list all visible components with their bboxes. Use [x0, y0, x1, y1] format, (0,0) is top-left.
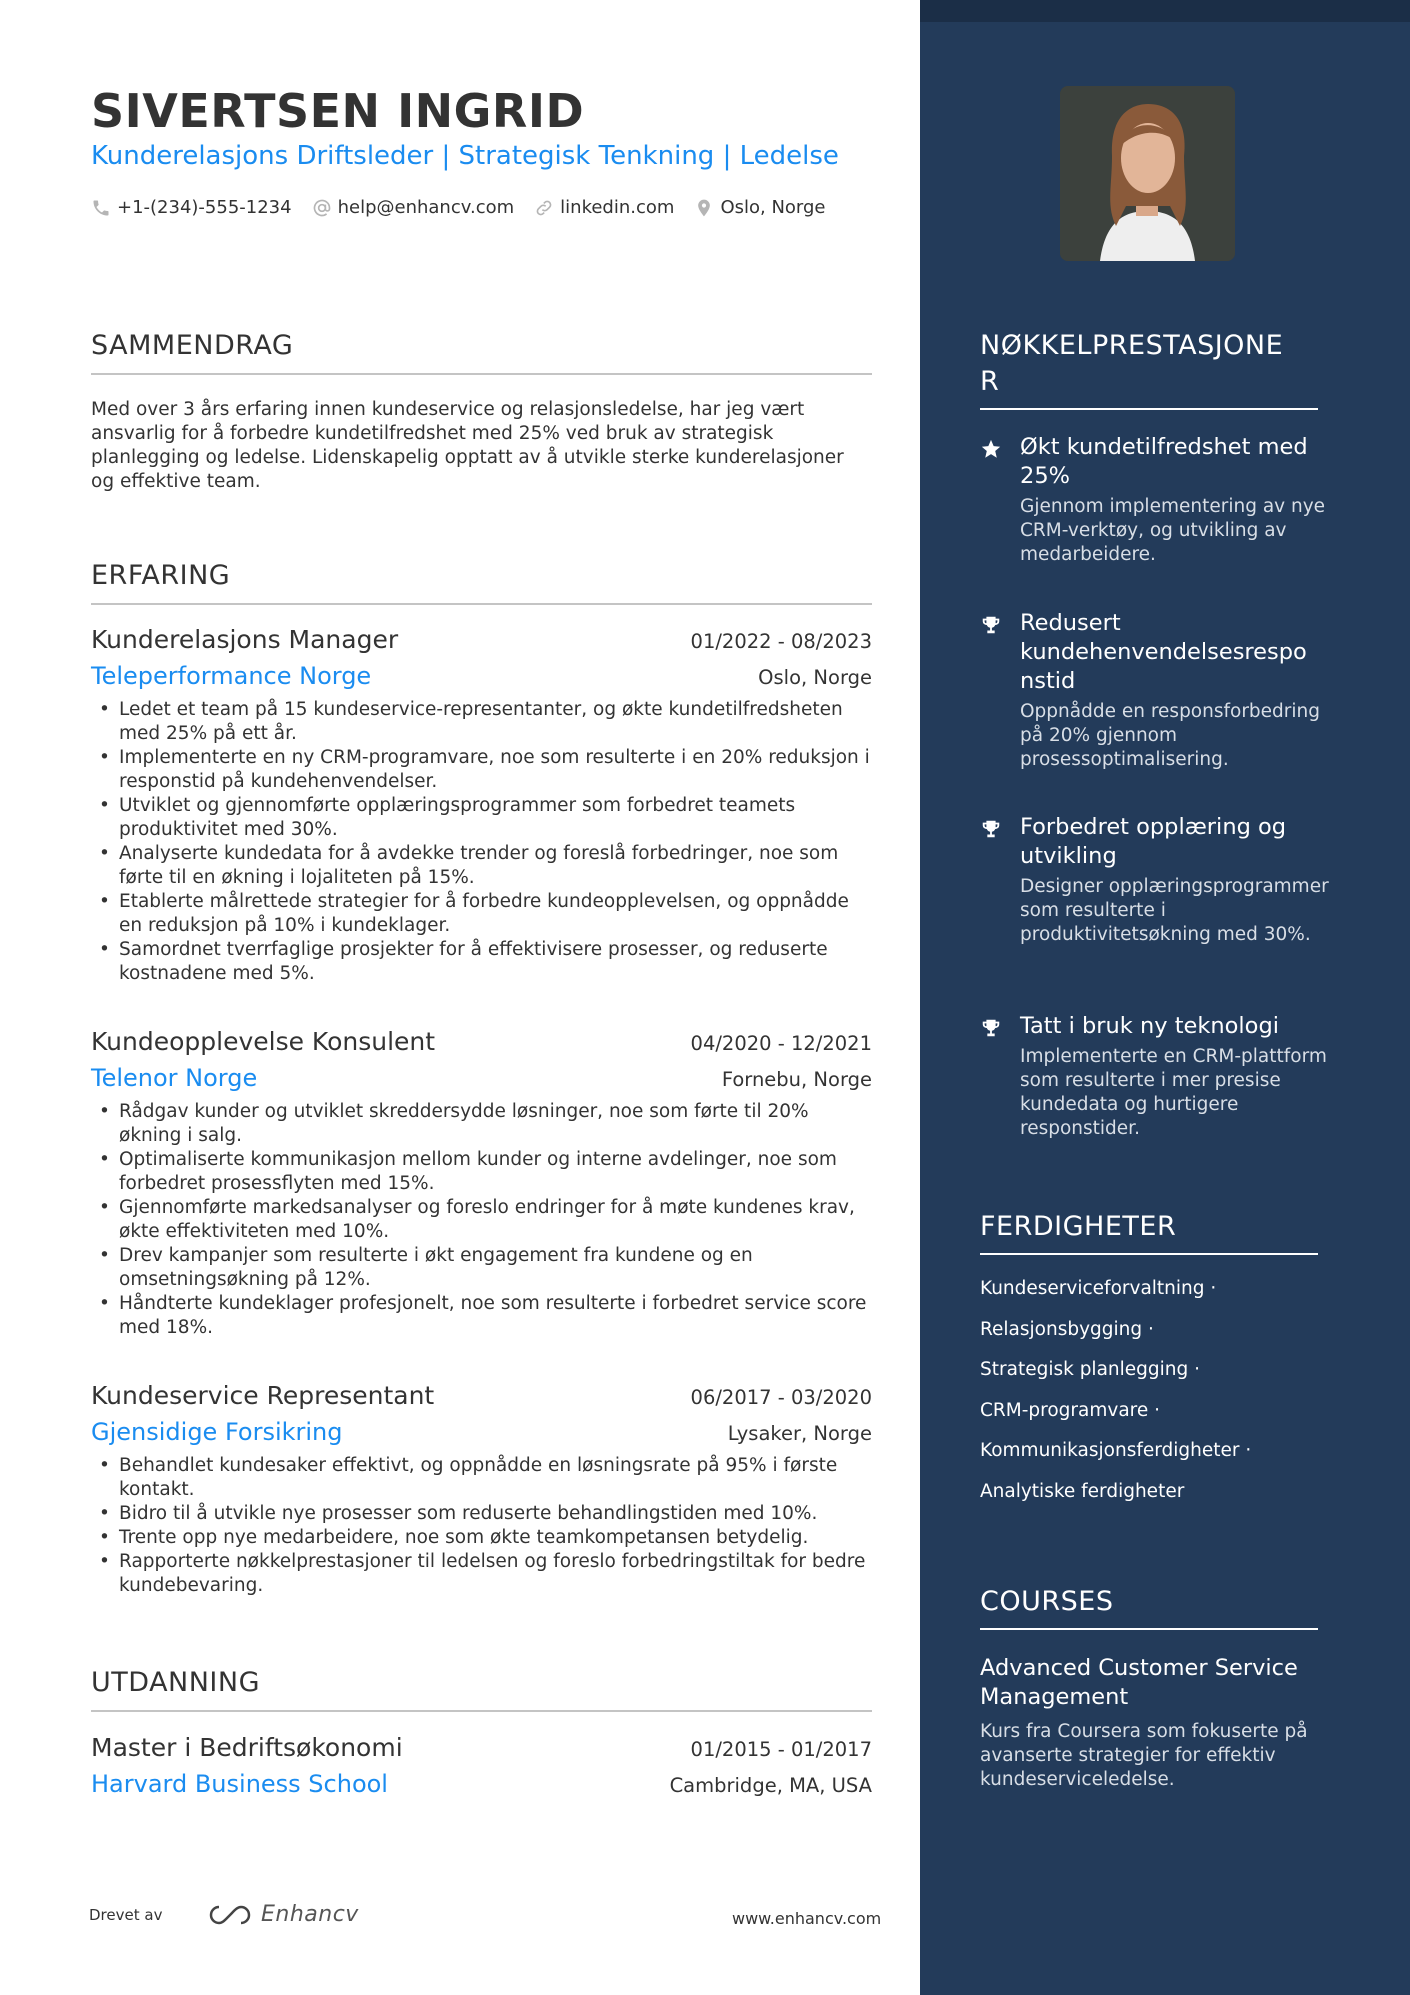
trophy-icon [980, 818, 1002, 840]
job-location: Fornebu, Norge [721, 1068, 872, 1091]
skill-item: Kommunikasjonsferdigheter · [980, 1440, 1252, 1461]
achievement-title: Forbedret opplæring og utvikling [1020, 814, 1287, 869]
job-title: Kunderelasjons Manager [91, 625, 399, 654]
job-bullet: • Samordnet tverrfaglige prosjekter for å effektivisere prosesser, og reduserte kostnadene med 5%. [91, 938, 872, 986]
contact-linkedin[interactable] [534, 197, 674, 218]
achievement-item [980, 433, 1330, 567]
job-bullet: • Utviklet og gjennomførte opplæringsprogrammer som forbedret teamets produktivitet med 30%. [91, 794, 872, 842]
contact-linkedin-text: linkedin.com [560, 197, 675, 218]
job-entry [91, 625, 872, 986]
degree-title: Master i Bedriftsøkonomi [91, 1733, 403, 1762]
job-dates: 04/2020 - 12/2021 [690, 1032, 872, 1055]
job-location: Oslo, Norge [758, 666, 872, 689]
achievement-title: Redusert kundehenvendelsesrespo nstid [1020, 610, 1307, 694]
summary-text: Med over 3 års erfaring innen kundeservice og relasjonsledelse, har jeg vært ansvarlig for å forbedre kundetilfredshet med 25% ved bruk av strategisk planlegging og ledelse. Lidenskapelig opptatt av å utvikle sterke kunderelasjoner og effektive team. [91, 399, 844, 492]
contact-location [694, 197, 825, 218]
job-bullet: • Rådgav kunder og utviklet skreddersydde løsninger, noe som førte til 20% økning i salg. [91, 1100, 872, 1148]
contact-phone[interactable] [91, 197, 292, 218]
job-location: Lysaker, Norge [727, 1422, 872, 1445]
job-bullet: • Analyserte kundedata for å avdekke trender og foreslå forbedringer, noe som førte til en økning i lojaliteten på 15%. [91, 842, 872, 890]
job-bullets [91, 1454, 872, 1598]
achievement-desc: Designer opplæringsprogrammer som resulterte i produktivitetsøkning med 30%. [1020, 876, 1329, 945]
achievement-item [980, 813, 1330, 947]
candidate-tagline: Kunderelasjons Driftsleder | Strategisk Tenkning | Ledelse [91, 141, 839, 171]
skill-item: CRM-programvare · [980, 1399, 1161, 1421]
summary-heading: SAMMENDRAG [91, 330, 872, 375]
education-entry [91, 1733, 872, 1798]
school-name: Harvard Business School [91, 1770, 388, 1798]
profile-photo-image [1060, 86, 1235, 261]
job-company: Telenor Norge [91, 1064, 258, 1092]
candidate-name: SIVERTSEN INGRID [91, 84, 585, 138]
job-bullets [91, 698, 872, 986]
achievement-desc: Gjennom implementering av nye CRM-verktøy, og utvikling av medarbeidere. [1020, 496, 1326, 565]
at-icon [312, 198, 332, 218]
contact-email-text: help@enhancv.com [337, 197, 515, 218]
enhancv-logo-icon [207, 1903, 253, 1927]
star-icon [980, 438, 1002, 460]
sidebar-column [920, 0, 1410, 1995]
education-dates: 01/2015 - 01/2017 [690, 1738, 872, 1761]
job-dates: 01/2022 - 08/2023 [690, 630, 872, 653]
contact-phone-text: +1-(234)-555-1234 [117, 197, 292, 218]
job-bullet: • Behandlet kundesaker effektivt, og oppnådde en løsningsrate på 95% i første kontakt. [91, 1454, 872, 1502]
skills-list [980, 1278, 1251, 1521]
skill-item: Kundeserviceforvaltning · [980, 1278, 1217, 1299]
job-bullet: • Implementerte en ny CRM-programvare, noe som resulterte i en 20% reduksjon i responstid på kundehenvendelser. [91, 746, 872, 794]
skills-heading: FERDIGHETER [980, 1209, 1318, 1255]
job-bullet: • Gjennomførte markedsanalyser og foreslo endringer for å møte kundenes krav, økte effektiviteten med 10%. [91, 1196, 872, 1244]
job-bullet: • Bidro til å utvikle nye prosesser som reduserte behandlingstiden med 10%. [91, 1502, 872, 1526]
course-title: Advanced Customer Service Management [980, 1655, 1298, 1710]
course-desc: Kurs fra Coursera som fokuserte på avanserte strategier for effektiv kundeserviceledelse. [980, 1721, 1308, 1790]
job-company: Gjensidige Forsikring [91, 1418, 343, 1446]
job-entry [91, 1027, 872, 1340]
achievement-item [980, 609, 1330, 772]
trophy-icon [980, 614, 1002, 636]
enhancv-logo[interactable] [207, 1902, 359, 1927]
sidebar-top-bar [920, 0, 1410, 22]
courses-heading: COURSES [980, 1584, 1318, 1630]
trophy-icon [980, 1017, 1002, 1039]
job-company: Teleperformance Norge [91, 662, 372, 690]
job-bullet: • Optimaliserte kommunikasjon mellom kunder og interne avdelinger, noe som forbedret prosessflyten med 15%. [91, 1148, 872, 1196]
job-title: Kundeservice Representant [91, 1381, 435, 1410]
job-title: Kundeopplevelse Konsulent [91, 1027, 436, 1056]
enhancv-logo-text: Enhancv [261, 1902, 359, 1927]
achievement-desc: Oppnådde en responsforbedring på 20% gjennom prosessoptimalisering. [1020, 701, 1321, 770]
job-bullet: • Trente opp nye medarbeidere, noe som økte teamkompetansen betydelig. [91, 1526, 872, 1550]
job-entry [91, 1381, 872, 1598]
achievement-title: Tatt i bruk ny teknologi [1020, 1013, 1279, 1039]
job-bullet: • Håndterte kundeklager profesjonelt, noe som resulterte i forbedret service score med 18%. [91, 1292, 872, 1340]
achievement-desc: Implementerte en CRM-plattform som resulterte i mer presise kundedata og hurtigere responstider. [1020, 1046, 1327, 1139]
link-icon [534, 198, 554, 218]
experience-heading: ERFARING [91, 560, 872, 605]
contact-location-text: Oslo, Norge [720, 197, 826, 218]
skill-item: Relasjonsbygging · [980, 1318, 1154, 1340]
location-pin-icon [694, 198, 714, 218]
job-bullet: • Rapporterte nøkkelprestasjoner til ledelsen og foreslo forbedringstiltak for bedre kundebevaring. [91, 1550, 872, 1598]
achievements-heading-line: R [980, 366, 1000, 397]
phone-icon [91, 198, 111, 218]
education-heading: UTDANNING [91, 1667, 872, 1712]
job-bullet: • Ledet et team på 15 kundeservice-representanter, og økte kundetilfredsheten med 25% på ett år. [91, 698, 872, 746]
contact-bar [91, 197, 846, 218]
profile-photo [1060, 86, 1235, 261]
achievement-title: Økt kundetilfredshet med 25% [1020, 434, 1308, 489]
contact-email[interactable] [312, 197, 515, 218]
skill-item: Analytiske ferdigheter [980, 1480, 1185, 1502]
achievement-item [980, 1012, 1330, 1141]
powered-by-label: Drevet av [89, 1906, 163, 1924]
footer-url[interactable]: www.enhancv.com [732, 1909, 882, 1928]
job-bullets [91, 1100, 872, 1340]
job-bullet: • Drev kampanjer som resulterte i økt engagement fra kundene og en omsetningsøkning på 12%. [91, 1244, 872, 1292]
job-dates: 06/2017 - 03/2020 [690, 1386, 872, 1409]
school-location: Cambridge, MA, USA [669, 1774, 872, 1797]
skill-item: Strategisk planlegging · [980, 1359, 1201, 1380]
achievements-heading-line: NØKKELPRESTASJONE [980, 330, 1284, 361]
job-bullet: • Etablerte målrettede strategier for å forbedre kundeopplevelsen, og oppnådde en reduksjon på 10% i kundeklager. [91, 890, 872, 938]
achievements-heading [980, 328, 1318, 410]
